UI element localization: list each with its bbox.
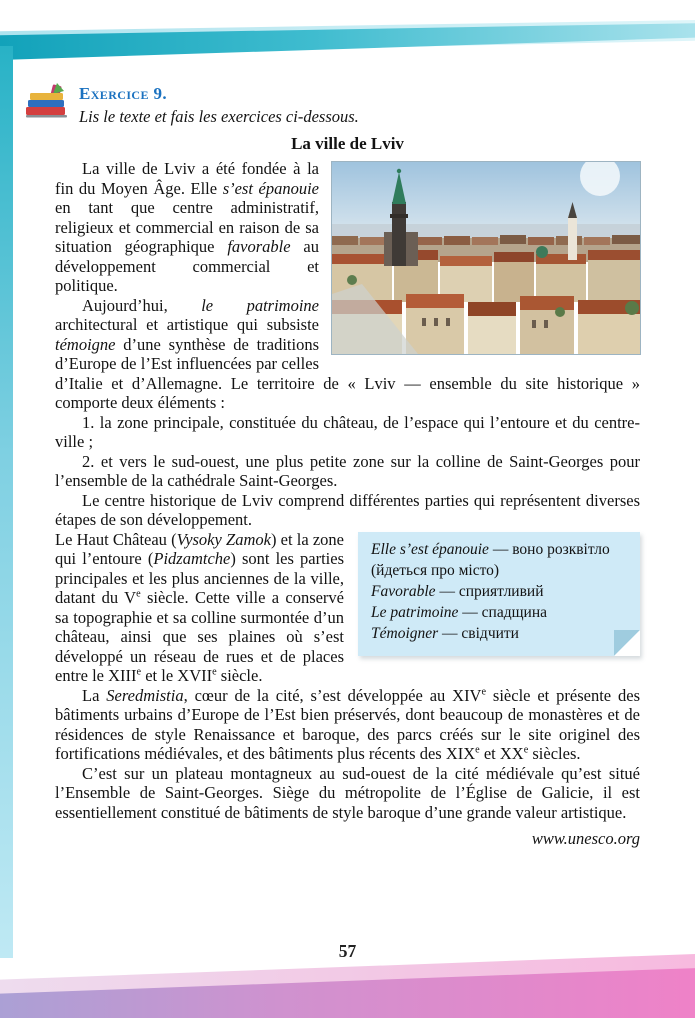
paragraph-2: Aujourd’hui, le patrimoine architectural et artistique qui subsiste témoigne d’une synthèse de traditions d’Europe de l’Est influencées par celles d’Italie et d’Allemagne. Le territoire de « Lviv — ensemble du site historique » comporte deux éléments :: [55, 295, 640, 412]
paragraph-5a: Le centre historique de Lviv comprend différentes parties qui représentent diverses étapes de son développement.: [55, 490, 640, 529]
paragraph-3: 1. la zone principale, constituée du château, de l’espace qui l’entoure et du centre-ville ;: [55, 412, 640, 451]
paragraph-4: 2. et vers le sud-ouest, une plus petite zone sur la colline de Saint-Georges pour l’ensemble de la cathédrale Saint-Georges.: [55, 451, 640, 490]
paragraph-6: La Seredmistia, cœur de la cité, s’est développée au XIVe siècle et présente des bâtiments urbains d’Europe de l’Est bien préservés, dont beaucoup de monastères et de résidences de style Renaissance et baroque, des parcs créés sur le site originel des fortifications médiévales, et des bâtiments plus récents des XIXe et XXe siècles.: [55, 685, 641, 763]
lviv-city-photo: [332, 162, 640, 354]
exercise-label: Exercice 9.: [79, 84, 168, 103]
paragraph-1: [55, 159, 640, 296]
paragraph-5b: Le Haut Château (Vysoky Zamok) et la zone qui l’entoure (Pidzamtche) sont les parties principales et les plus anciennes de la ville, datant du Ve siècle. Cette ville a conservé sa topographie et sa colline surmontée d’un château, ainsi que ses plaines où s’est développé un réseau de rues et de places entre le XIIIe et le XVIIe siècle.: [55, 529, 345, 685]
paragraph-7: C’est sur un plateau montagneux au sud-ouest de la cité médiévale qu’est situé l’Ensemble de Saint-Georges. Siège du métropolite de l’Église de Galicie, il est essentiellement constitué de bâtiments de style baroque d’une grande valeur artistique.: [55, 763, 640, 822]
paragraph-1-text: La ville de Lviv a été fondée à la fin du Moyen Âge. Elle s’est épanouie en tant que centre administratif, religieux et commercial en raison de sa situation géographique favorable au développement commercial et politique.: [55, 159, 319, 295]
source-url: www.unesco.org: [531, 829, 640, 848]
vocab-entry: Favorable — сприятливий: [371, 582, 544, 600]
page-number: 57: [338, 941, 357, 961]
vocab-entry: Témoigner — свідчити: [371, 624, 519, 642]
page-title: La ville de Lviv: [291, 134, 404, 153]
vocab-entry: Le patrimoine — спадщина: [371, 603, 548, 621]
exercise-instruction: Lis le texte et fais les exercices ci-dessous.: [79, 107, 359, 126]
page-content: [55, 84, 640, 849]
left-edge-strip: [0, 46, 13, 958]
vocab-entry: Elle s’est épanouie — воно розквітло (йдеться про місто): [371, 540, 610, 579]
vocab-box: [358, 532, 640, 656]
